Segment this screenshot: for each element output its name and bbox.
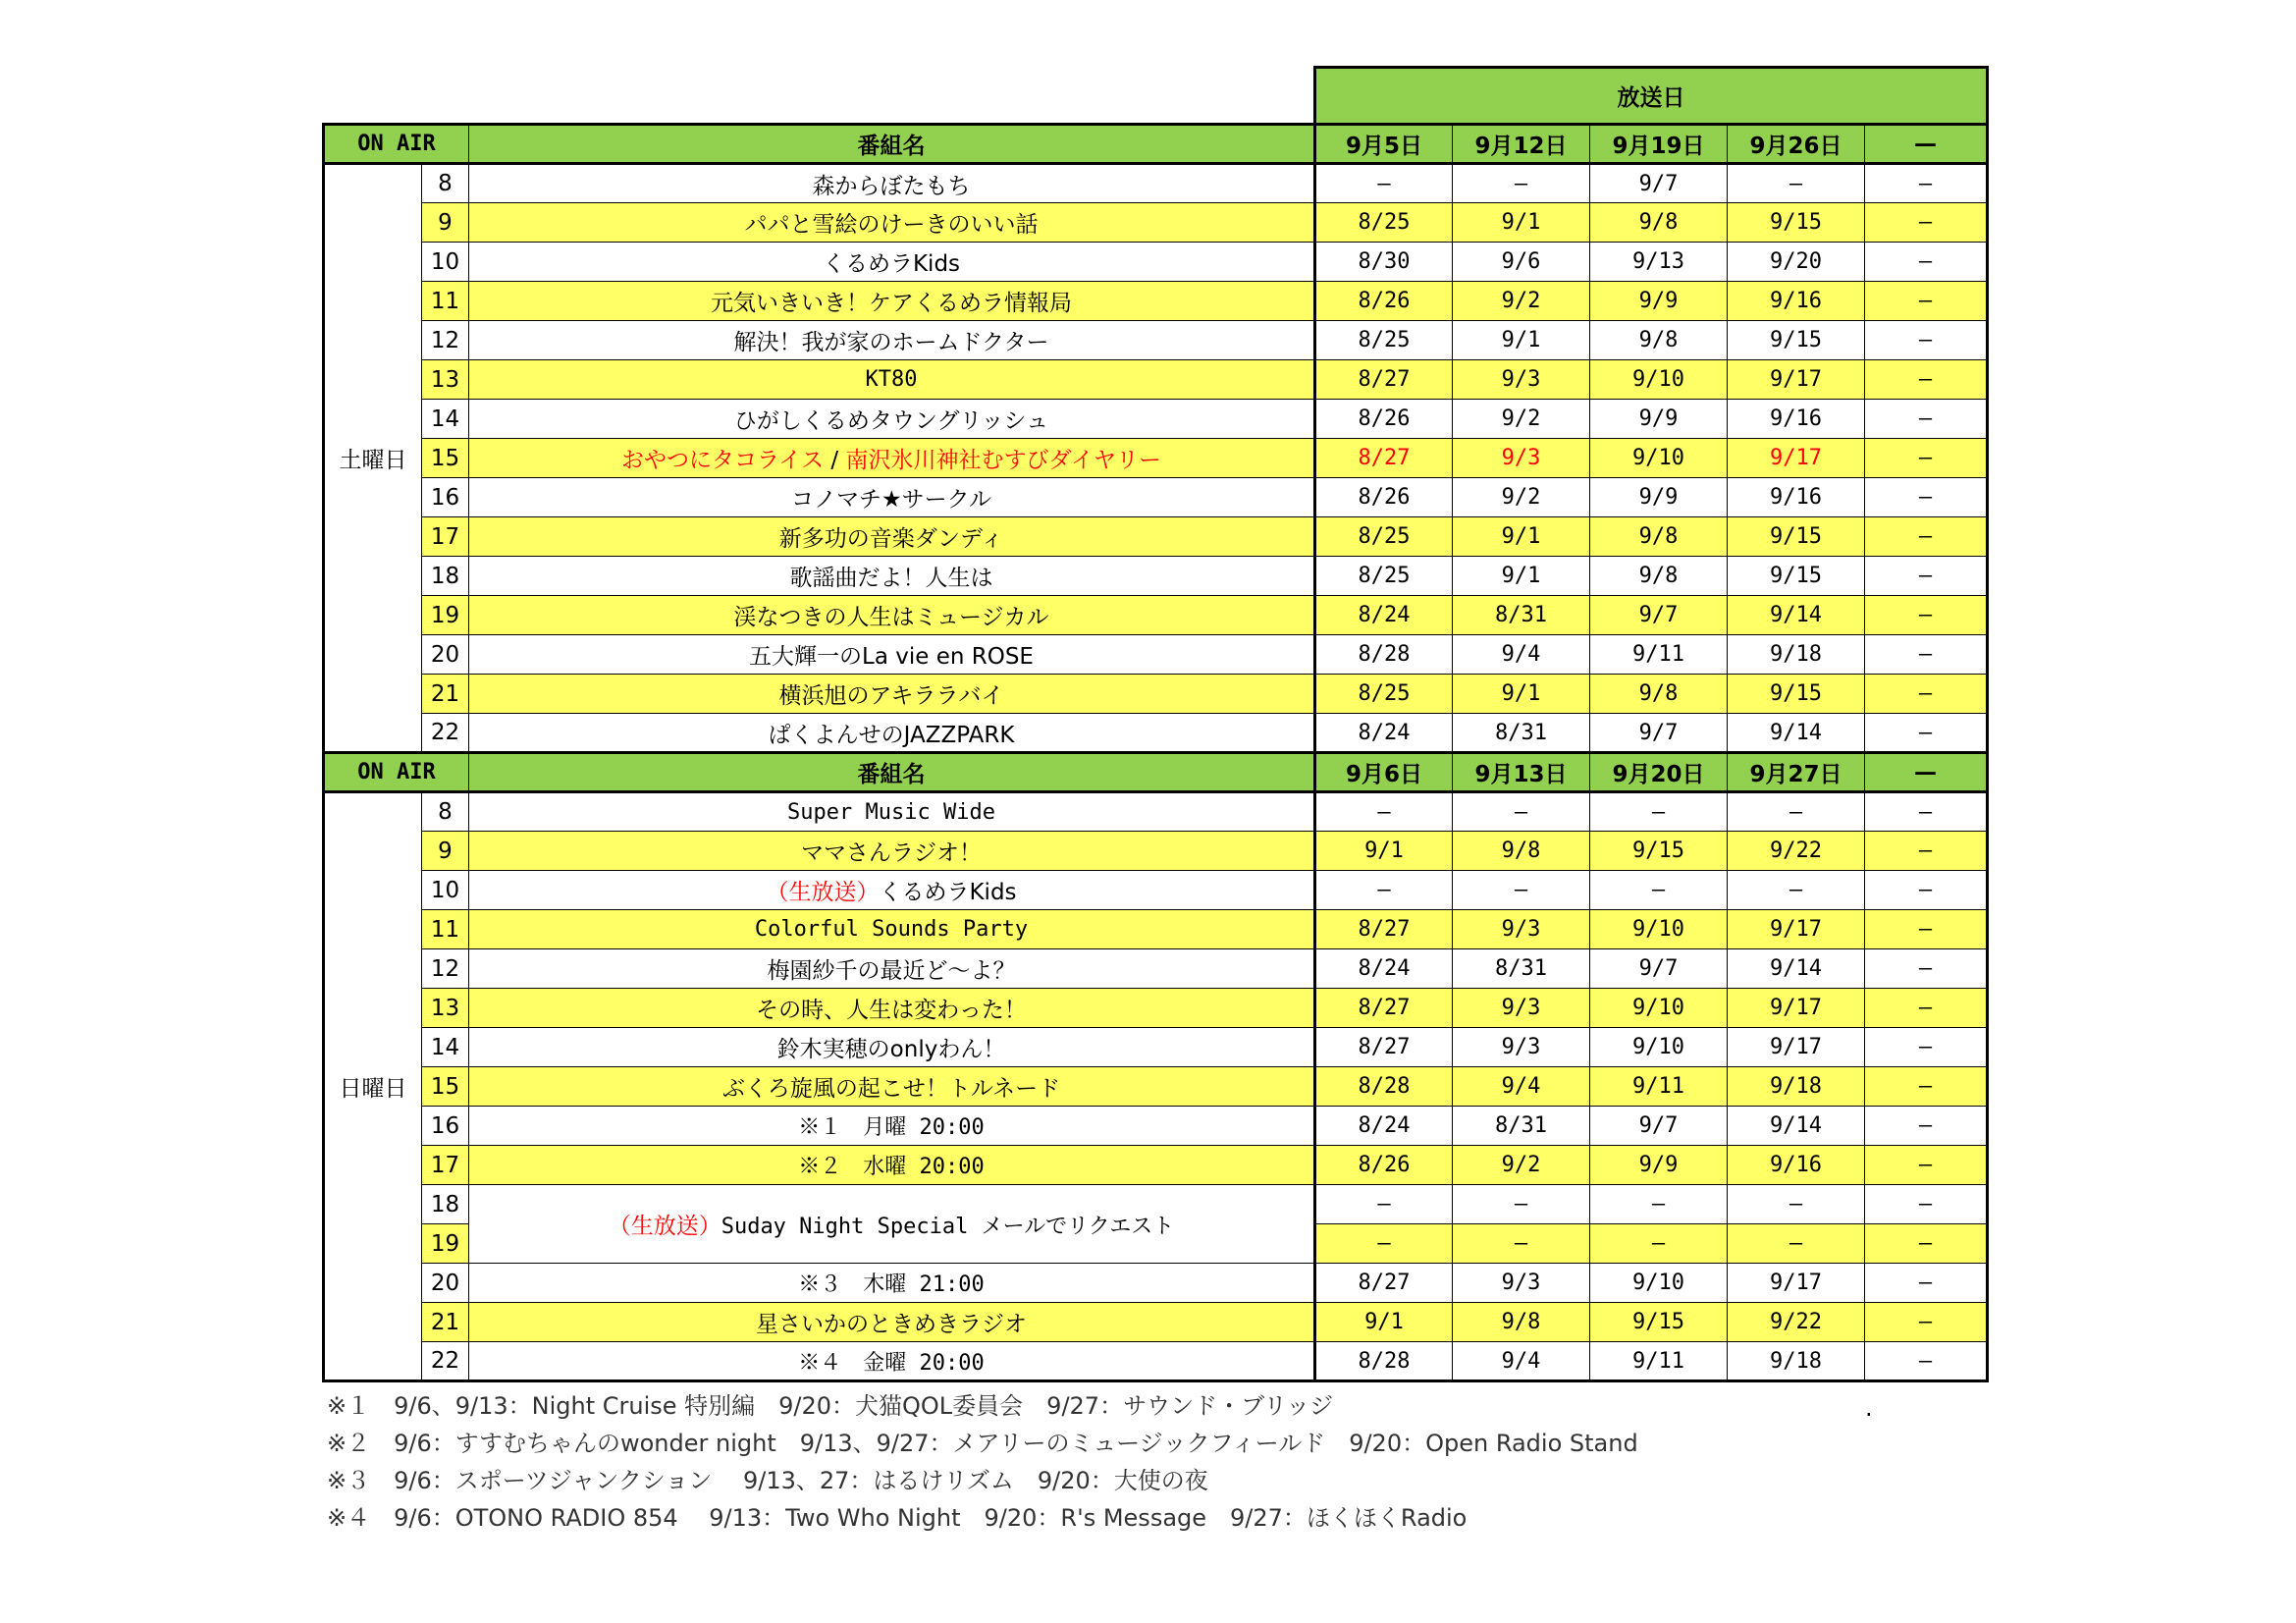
rebroadcast-date-cell: — <box>1865 1342 1988 1381</box>
program-cell: 解決！我が家のホームドクター <box>469 321 1315 360</box>
rebroadcast-date-cell: — <box>1865 1146 1988 1185</box>
rebroadcast-date-cell: — <box>1453 792 1590 832</box>
footnote-1: ※１ 9/6、9/13：Night Cruise 特別編 9/20：犬猫QOL委員会 9/27：サウンド・ブリッジ <box>327 1392 1334 1420</box>
rebroadcast-date-cell: 9/8 <box>1590 517 1728 557</box>
program-cell: 梅園紗千の最近ど～よ？ <box>469 949 1315 989</box>
rebroadcast-date-cell: 8/27 <box>1315 1264 1453 1303</box>
rebroadcast-date-cell: 8/24 <box>1315 1107 1453 1146</box>
rebroadcast-date-cell: — <box>1865 1264 1988 1303</box>
rebroadcast-date-cell: 9/2 <box>1453 1146 1590 1185</box>
program-cell: 五大輝一のLa vie en ROSE <box>469 635 1315 675</box>
rebroadcast-date-cell: — <box>1865 203 1988 243</box>
hour-cell: 10 <box>422 871 469 910</box>
rebroadcast-date-cell: 9/18 <box>1728 1067 1865 1107</box>
hour-cell: 18 <box>422 1185 469 1224</box>
program-cell <box>469 1185 1315 1264</box>
date-header: 9月20日 <box>1590 753 1728 792</box>
rebroadcast-date-cell: — <box>1865 282 1988 321</box>
rebroadcast-date-cell: — <box>1865 557 1988 596</box>
rebroadcast-date-cell: — <box>1865 439 1988 478</box>
rebroadcast-date-cell: — <box>1728 871 1865 910</box>
rebroadcast-date-cell: — <box>1865 792 1988 832</box>
rebroadcast-date-cell: — <box>1728 164 1865 203</box>
rebroadcast-date-cell: 9/11 <box>1590 635 1728 675</box>
rebroadcast-date-cell: — <box>1865 989 1988 1028</box>
rebroadcast-date-cell: 8/27 <box>1315 910 1453 949</box>
rebroadcast-date-cell: 9/10 <box>1590 439 1728 478</box>
hour-cell: 13 <box>422 360 469 400</box>
hour-cell: 21 <box>422 1303 469 1342</box>
rebroadcast-date-cell: 9/18 <box>1728 1342 1865 1381</box>
date-header: — <box>1865 753 1988 792</box>
hour-cell: 14 <box>422 400 469 439</box>
rebroadcast-date-cell: 9/11 <box>1590 1067 1728 1107</box>
program-cell: 横浜旭のアキララバイ <box>469 675 1315 714</box>
hour-cell: 19 <box>422 1224 469 1264</box>
hour-cell: 9 <box>422 203 469 243</box>
day-label: 土曜日 <box>324 164 422 753</box>
rebroadcast-date-cell: — <box>1865 1224 1988 1264</box>
rebroadcast-date-cell: 9/14 <box>1728 714 1865 753</box>
program-cell: ※４ 金曜 20:00 <box>469 1342 1315 1381</box>
rebroadcast-date-cell: — <box>1315 871 1453 910</box>
rebroadcast-date-cell: — <box>1865 871 1988 910</box>
rebroadcast-date-cell: — <box>1865 1067 1988 1107</box>
rebroadcast-date-cell: 8/25 <box>1315 203 1453 243</box>
rebroadcast-date-cell: — <box>1590 1185 1728 1224</box>
rebroadcast-date-cell: — <box>1590 792 1728 832</box>
rebroadcast-date-cell: 8/26 <box>1315 282 1453 321</box>
rebroadcast-date-cell: — <box>1728 792 1865 832</box>
program-name: Suday Night Special メールでリクエスト <box>721 1215 1175 1239</box>
program-header: 番組名 <box>469 125 1315 164</box>
rebroadcast-date-cell: — <box>1865 400 1988 439</box>
rebroadcast-date-cell: 9/15 <box>1590 832 1728 871</box>
rebroadcast-date-cell: 8/25 <box>1315 517 1453 557</box>
rebroadcast-date-cell: 9/22 <box>1728 832 1865 871</box>
rebroadcast-date-cell: 9/8 <box>1590 675 1728 714</box>
rebroadcast-date-cell: — <box>1865 243 1988 282</box>
rebroadcast-date-cell: 8/25 <box>1315 557 1453 596</box>
rebroadcast-date-cell: 9/1 <box>1453 675 1590 714</box>
rebroadcast-date-cell: 8/31 <box>1453 714 1590 753</box>
rebroadcast-date-cell: — <box>1453 1224 1590 1264</box>
rebroadcast-date-cell: 9/7 <box>1590 596 1728 635</box>
rebroadcast-date-cell: 9/10 <box>1590 360 1728 400</box>
program-header: 番組名 <box>469 753 1315 792</box>
rebroadcast-date-cell: 9/1 <box>1453 557 1590 596</box>
footnote-3: ※３ 9/6：スポーツジャンクション 9/13、27：はるけリズム 9/20：大使の夜 <box>327 1467 1208 1494</box>
rebroadcast-date-cell: 8/24 <box>1315 949 1453 989</box>
rebroadcast-date-cell: 9/15 <box>1590 1303 1728 1342</box>
program-cell: Colorful Sounds Party <box>469 910 1315 949</box>
program-cell: ぶくろ旋風の起こせ！トルネード <box>469 1067 1315 1107</box>
rebroadcast-date-cell: — <box>1315 1224 1453 1264</box>
rebroadcast-date-cell: 9/15 <box>1728 321 1865 360</box>
rebroadcast-date-cell: 9/1 <box>1315 832 1453 871</box>
date-header: 9月13日 <box>1453 753 1590 792</box>
date-header: — <box>1865 125 1988 164</box>
date-header: 9月26日 <box>1728 125 1865 164</box>
rebroadcast-date-cell: — <box>1865 321 1988 360</box>
rebroadcast-date-cell: 9/17 <box>1728 439 1865 478</box>
hour-cell: 21 <box>422 675 469 714</box>
live-label: （生放送） <box>608 1214 721 1239</box>
rebroadcast-date-cell: 9/9 <box>1590 1146 1728 1185</box>
rebroadcast-date-cell: 9/1 <box>1453 203 1590 243</box>
hour-cell: 22 <box>422 714 469 753</box>
program-cell: その時、人生は変わった！ <box>469 989 1315 1028</box>
date-header: 9月12日 <box>1453 125 1590 164</box>
rebroadcast-date-cell: 9/8 <box>1453 832 1590 871</box>
program-cell: ママさんラジオ！ <box>469 832 1315 871</box>
rebroadcast-date-cell: 9/17 <box>1728 910 1865 949</box>
rebroadcast-date-cell: 8/25 <box>1315 321 1453 360</box>
stray-dot: . <box>1865 1394 1873 1422</box>
title-spacer <box>324 68 1315 125</box>
program-cell: 森からぼたもち <box>469 164 1315 203</box>
hour-cell: 20 <box>422 635 469 675</box>
hour-cell: 10 <box>422 243 469 282</box>
date-header: 9月5日 <box>1315 125 1453 164</box>
program-cell: KT80 <box>469 360 1315 400</box>
rebroadcast-date-cell: 8/31 <box>1453 596 1590 635</box>
hour-cell: 13 <box>422 989 469 1028</box>
rebroadcast-date-cell: 9/2 <box>1453 282 1590 321</box>
rebroadcast-date-cell: 8/31 <box>1453 1107 1590 1146</box>
rebroadcast-date-cell: 9/14 <box>1728 1107 1865 1146</box>
rebroadcast-date-cell: 8/31 <box>1453 949 1590 989</box>
program-cell: くるめラKids <box>469 243 1315 282</box>
hour-cell: 11 <box>422 910 469 949</box>
hour-cell: 8 <box>422 164 469 203</box>
rebroadcast-date-cell: 9/3 <box>1453 439 1590 478</box>
rebroadcast-date-cell: 9/15 <box>1728 557 1865 596</box>
rebroadcast-date-cell: — <box>1865 910 1988 949</box>
rebroadcast-date-cell: — <box>1865 596 1988 635</box>
hour-cell: 17 <box>422 517 469 557</box>
rebroadcast-date-cell: — <box>1315 792 1453 832</box>
rebroadcast-date-cell: — <box>1865 517 1988 557</box>
rebroadcast-date-cell: — <box>1315 1185 1453 1224</box>
rebroadcast-date-cell: — <box>1590 1224 1728 1264</box>
onair-header: ON AIR <box>324 753 469 792</box>
hour-cell: 15 <box>422 1067 469 1107</box>
rebroadcast-date-cell: 8/26 <box>1315 478 1453 517</box>
rebroadcast-date-cell: — <box>1453 164 1590 203</box>
rebroadcast-date-cell: 9/7 <box>1590 714 1728 753</box>
rebroadcast-date-cell: 9/16 <box>1728 282 1865 321</box>
rebroadcast-date-cell: 9/1 <box>1315 1303 1453 1342</box>
rebroadcast-date-cell: — <box>1590 871 1728 910</box>
rebroadcast-date-cell: 9/10 <box>1590 989 1728 1028</box>
rebroadcast-date-cell: — <box>1728 1185 1865 1224</box>
footnotes <box>327 1387 1638 1537</box>
rebroadcast-date-cell: 9/8 <box>1590 321 1728 360</box>
rebroadcast-date-cell: 9/7 <box>1590 949 1728 989</box>
rebroadcast-date-cell: 8/27 <box>1315 1028 1453 1067</box>
program-cell <box>469 871 1315 910</box>
hour-cell: 19 <box>422 596 469 635</box>
rebroadcast-date-cell: — <box>1865 360 1988 400</box>
program-cell: ひがしくるめタウングリッシュ <box>469 400 1315 439</box>
hour-cell: 17 <box>422 1146 469 1185</box>
program-name-a: おやつにタコライス <box>620 448 825 473</box>
rebroadcast-date-cell: 9/3 <box>1453 989 1590 1028</box>
rebroadcast-date-cell: 8/28 <box>1315 1342 1453 1381</box>
hour-cell: 16 <box>422 478 469 517</box>
program-cell: 星さいかのときめきラジオ <box>469 1303 1315 1342</box>
rebroadcast-date-cell: 8/27 <box>1315 439 1453 478</box>
program-cell: ぱくよんせのJAZZPARK <box>469 714 1315 753</box>
onair-header: ON AIR <box>324 125 469 164</box>
hour-cell: 20 <box>422 1264 469 1303</box>
rebroadcast-date-cell: 8/30 <box>1315 243 1453 282</box>
rebroadcast-date-cell: 9/9 <box>1590 478 1728 517</box>
rebroadcast-date-cell: 9/16 <box>1728 478 1865 517</box>
rebroadcast-date-cell: 9/7 <box>1590 164 1728 203</box>
rebroadcast-date-cell: — <box>1865 949 1988 989</box>
rebroadcast-date-cell: 9/3 <box>1453 910 1590 949</box>
rebroadcast-date-cell: — <box>1315 164 1453 203</box>
hour-cell: 9 <box>422 832 469 871</box>
program-cell: 渓なつきの人生はミュージカル <box>469 596 1315 635</box>
rebroadcast-date-cell: — <box>1865 478 1988 517</box>
rebroadcast-date-cell: 9/17 <box>1728 1264 1865 1303</box>
rebroadcast-date-cell: 9/16 <box>1728 1146 1865 1185</box>
rebroadcast-date-cell: 9/22 <box>1728 1303 1865 1342</box>
rebroadcast-date-cell: 8/26 <box>1315 400 1453 439</box>
program-cell: 歌謡曲だよ！人生は <box>469 557 1315 596</box>
broadcast-date-header: 放送日 <box>1315 68 1988 125</box>
program-cell: パパと雪絵のけーきのいい話 <box>469 203 1315 243</box>
rebroadcast-date-cell: 9/2 <box>1453 478 1590 517</box>
hour-cell: 11 <box>422 282 469 321</box>
rebroadcast-date-cell: 9/3 <box>1453 1028 1590 1067</box>
hour-cell: 12 <box>422 321 469 360</box>
program-cell <box>469 439 1315 478</box>
day-label: 日曜日 <box>324 792 422 1381</box>
program-separator: / <box>824 448 846 473</box>
schedule-table <box>322 66 1989 1382</box>
rebroadcast-date-cell: 9/14 <box>1728 596 1865 635</box>
program-cell: ※２ 水曜 20:00 <box>469 1146 1315 1185</box>
rebroadcast-date-cell: — <box>1865 1028 1988 1067</box>
date-header: 9月19日 <box>1590 125 1728 164</box>
program-cell: ※３ 木曜 21:00 <box>469 1264 1315 1303</box>
rebroadcast-date-cell: 9/2 <box>1453 400 1590 439</box>
rebroadcast-date-cell: 9/13 <box>1590 243 1728 282</box>
hour-cell: 12 <box>422 949 469 989</box>
program-cell: ※１ 月曜 20:00 <box>469 1107 1315 1146</box>
rebroadcast-date-cell: 9/17 <box>1728 1028 1865 1067</box>
rebroadcast-date-cell: — <box>1453 871 1590 910</box>
hour-cell: 14 <box>422 1028 469 1067</box>
rebroadcast-date-cell: 9/15 <box>1728 675 1865 714</box>
program-cell: 元気いきいき！ケアくるめラ情報局 <box>469 282 1315 321</box>
hour-cell: 15 <box>422 439 469 478</box>
program-cell: 鈴木実穂のonlyわん！ <box>469 1028 1315 1067</box>
rebroadcast-date-cell: 9/10 <box>1590 1028 1728 1067</box>
rebroadcast-date-cell: 9/1 <box>1453 517 1590 557</box>
rebroadcast-date-cell: 9/20 <box>1728 243 1865 282</box>
rebroadcast-date-cell: 9/8 <box>1453 1303 1590 1342</box>
rebroadcast-date-cell: — <box>1865 1185 1988 1224</box>
program-cell: コノマチ★サークル <box>469 478 1315 517</box>
rebroadcast-date-cell: 9/4 <box>1453 1342 1590 1381</box>
date-header: 9月27日 <box>1728 753 1865 792</box>
rebroadcast-date-cell: 9/14 <box>1728 949 1865 989</box>
rebroadcast-date-cell: 9/18 <box>1728 635 1865 675</box>
program-cell: Super Music Wide <box>469 792 1315 832</box>
rebroadcast-date-cell: 9/10 <box>1590 1264 1728 1303</box>
rebroadcast-date-cell: 9/16 <box>1728 400 1865 439</box>
rebroadcast-date-cell: 8/24 <box>1315 714 1453 753</box>
rebroadcast-date-cell: 9/17 <box>1728 360 1865 400</box>
rebroadcast-date-cell: — <box>1728 1224 1865 1264</box>
rebroadcast-date-cell: 8/28 <box>1315 1067 1453 1107</box>
rebroadcast-date-cell: 8/24 <box>1315 596 1453 635</box>
rebroadcast-date-cell: 9/4 <box>1453 635 1590 675</box>
rebroadcast-date-cell: 9/17 <box>1728 989 1865 1028</box>
rebroadcast-date-cell: 9/4 <box>1453 1067 1590 1107</box>
rebroadcast-date-cell: 9/15 <box>1728 203 1865 243</box>
rebroadcast-date-cell: 8/25 <box>1315 675 1453 714</box>
rebroadcast-date-cell: 9/9 <box>1590 282 1728 321</box>
rebroadcast-date-cell: — <box>1865 714 1988 753</box>
rebroadcast-date-cell: — <box>1865 675 1988 714</box>
hour-cell: 16 <box>422 1107 469 1146</box>
rebroadcast-date-cell: 9/11 <box>1590 1342 1728 1381</box>
rebroadcast-date-cell: — <box>1865 635 1988 675</box>
rebroadcast-date-cell: 9/8 <box>1590 203 1728 243</box>
rebroadcast-date-cell: 9/15 <box>1728 517 1865 557</box>
rebroadcast-date-cell: — <box>1865 832 1988 871</box>
rebroadcast-date-cell: — <box>1865 164 1988 203</box>
rebroadcast-date-cell: 8/26 <box>1315 1146 1453 1185</box>
live-label: （生放送） <box>766 880 880 905</box>
rebroadcast-date-cell: 9/3 <box>1453 1264 1590 1303</box>
rebroadcast-date-cell: 9/1 <box>1453 321 1590 360</box>
rebroadcast-date-cell: — <box>1453 1185 1590 1224</box>
rebroadcast-date-cell: 9/6 <box>1453 243 1590 282</box>
program-cell: 新多功の音楽ダンディ <box>469 517 1315 557</box>
program-name: くるめラKids <box>879 880 1017 905</box>
rebroadcast-date-cell: 9/3 <box>1453 360 1590 400</box>
rebroadcast-date-cell: 8/27 <box>1315 360 1453 400</box>
hour-cell: 8 <box>422 792 469 832</box>
rebroadcast-date-cell: 9/7 <box>1590 1107 1728 1146</box>
rebroadcast-date-cell: 8/27 <box>1315 989 1453 1028</box>
rebroadcast-date-cell: 9/8 <box>1590 557 1728 596</box>
hour-cell: 22 <box>422 1342 469 1381</box>
footnote-2: ※２ 9/6：すすむちゃんのwonder night 9/13、9/27：メアリーのミュージックフィールド 9/20：Open Radio Stand <box>327 1430 1638 1457</box>
rebroadcast-date-cell: — <box>1865 1107 1988 1146</box>
footnote-4: ※４ 9/6：OTONO RADIO 854 9/13：Two Who Night 9/20：R's Message 9/27：ほくほくRadio <box>327 1504 1468 1532</box>
program-name-b: 南沢氷川神社むすびダイヤリー <box>845 448 1161 473</box>
rebroadcast-date-cell: 9/9 <box>1590 400 1728 439</box>
rebroadcast-date-cell: — <box>1865 1303 1988 1342</box>
rebroadcast-date-cell: 9/10 <box>1590 910 1728 949</box>
rebroadcast-date-cell: 8/28 <box>1315 635 1453 675</box>
hour-cell: 18 <box>422 557 469 596</box>
date-header: 9月6日 <box>1315 753 1453 792</box>
